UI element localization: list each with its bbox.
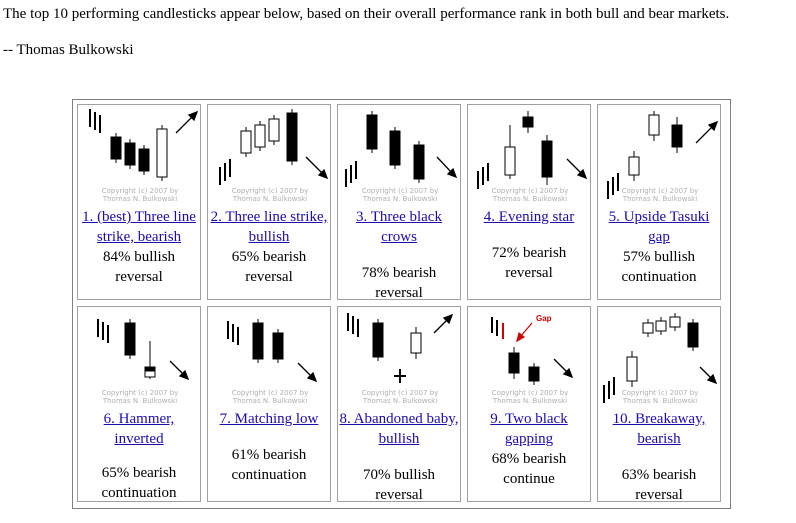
pattern-cell-5 (597, 104, 721, 300)
pattern-cell-8 (337, 306, 461, 502)
pattern-link-4[interactable]: 4. Evening star (483, 209, 575, 225)
pattern-cell-6 (77, 306, 201, 502)
pattern-cell-7 (207, 306, 331, 502)
gap-label: Gap (536, 314, 552, 323)
pattern-cell-10 (597, 306, 721, 502)
pattern-stat-8: 70% bullish reversal (362, 467, 436, 503)
copyright-notice: Copyright (c) 2007 by Thomas N. Bulkowski (361, 187, 439, 203)
pattern-stat-2: 65% bearish reversal (231, 249, 307, 285)
copyright-notice: Copyright (c) 2007 by Thomas N. Bulkowski (231, 187, 309, 203)
pattern-link-9[interactable]: 9. Two black gapping (490, 411, 568, 447)
pattern-stat-4: 72% bearish reversal (491, 245, 567, 281)
pattern-cell-4 (467, 104, 591, 300)
copyright-notice: Copyright (c) 2007 by Thomas N. Bulkowski (361, 389, 439, 405)
copyright-notice: Copyright (c) 2007 by Thomas N. Bulkowski (491, 187, 569, 203)
intro-text: The top 10 performing candlesticks appear below, based on their overall performance rank in both bull and bear markets. (3, 6, 730, 22)
pattern-stat-6: 65% bearish continuation (101, 465, 177, 501)
candlestick-table (72, 99, 731, 509)
pattern-link-7[interactable]: 7. Matching low (219, 411, 319, 427)
pattern-cell-2 (207, 104, 331, 300)
pattern-link-1[interactable]: 1. (best) Three line strike, bearish (82, 209, 196, 245)
pattern-stat-7: 61% bearish continuation (231, 447, 307, 483)
copyright-notice: Copyright (c) 2007 by Thomas N. Bulkowski (101, 389, 179, 405)
pattern-stat-3: 78% bearish reversal (361, 265, 437, 301)
copyright-notice: Copyright (c) 2007 by Thomas N. Bulkowski (231, 389, 309, 405)
pattern-cell-3 (337, 104, 461, 300)
pattern-link-10[interactable]: 10. Breakaway, bearish (612, 411, 706, 447)
copyright-notice: Copyright (c) 2007 by Thomas N. Bulkowski (621, 187, 699, 203)
pattern-link-2[interactable]: 2. Three line strike, bullish (210, 209, 328, 245)
copyright-notice: Copyright (c) 2007 by Thomas N. Bulkowski (491, 389, 569, 405)
pattern-link-6[interactable]: 6. Hammer, inverted (103, 411, 175, 447)
pattern-link-5[interactable]: 5. Upside Tasuki gap (608, 209, 710, 245)
copyright-notice: Copyright (c) 2007 by Thomas N. Bulkowski (101, 187, 179, 203)
pattern-stat-10: 63% bearish reversal (621, 467, 697, 503)
pattern-cell-1 (77, 104, 201, 300)
pattern-link-8[interactable]: 8. Abandoned baby, bullish (339, 411, 459, 447)
pattern-stat-9: 68% bearish continue (491, 451, 567, 487)
pattern-stat-5: 57% bullish continuation (621, 249, 697, 285)
pattern-cell-9 (467, 306, 591, 502)
pattern-stat-1: 84% bullish reversal (102, 249, 176, 285)
copyright-notice: Copyright (c) 2007 by Thomas N. Bulkowski (621, 389, 699, 405)
author-credit: -- Thomas Bulkowski (3, 42, 134, 58)
pattern-link-3[interactable]: 3. Three black crows (356, 209, 442, 245)
